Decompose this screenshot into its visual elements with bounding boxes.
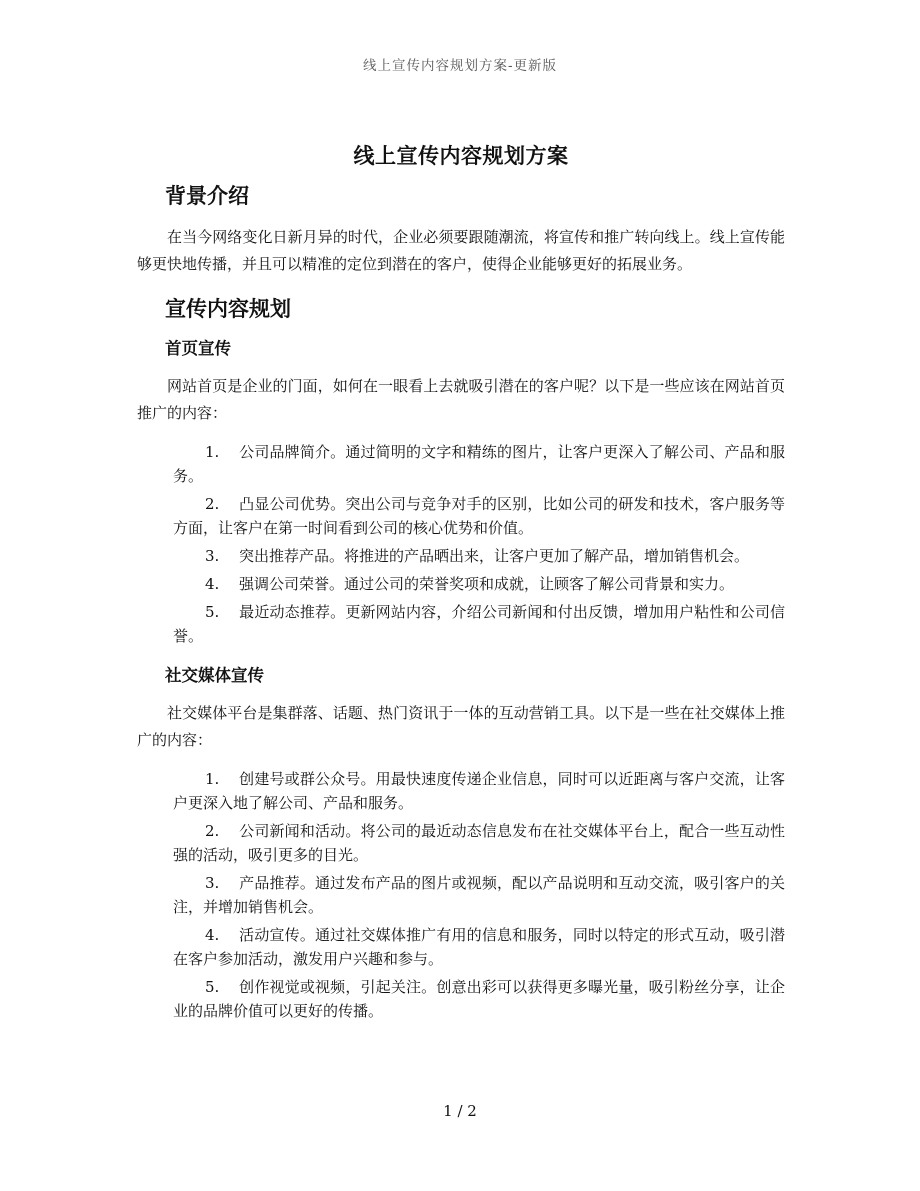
document-title: 线上宣传内容规划方案 [353,144,569,168]
list-item: 4. 活动宣传。通过社交媒体推广有用的信息和服务，同时以特定的形式互动，吸引潜在客户参加活动，激发用户兴趣和参与。 [173,926,785,968]
list-item: 2. 凸显公司优势。突出公司与竞争对手的区别，比如公司的研发和技术，客户服务等方面，让客户在第一时间看到公司的核心优势和价值。 [173,495,785,537]
list-item: 1. 创建号或群公众号。用最快速度传递企业信息，同时可以近距离与客户交流，让客户更深入地了解公司、产品和服务。 [173,770,785,812]
list-item: 3. 产品推荐。通过发布产品的图片或视频，配以产品说明和互动交流，吸引客户的关注，并增加销售机会。 [173,874,785,916]
list-item: 3. 突出推荐产品。将推进的产品晒出来，让客户更加了解产品，增加销售机会。 [205,547,750,565]
document-body [137,140,785,1039]
section-heading-background: 背景介绍 [165,184,249,208]
list-item: 4. 强调公司荣誉。通过公司的荣誉奖项和成就，让顾客了解公司背景和实力。 [205,575,735,593]
list-item: 5. 最近动态推荐。更新网站内容，介绍公司新闻和付出反馈，增加用户粘性和公司信誉。 [173,603,785,645]
background-paragraph: 在当今网络变化日新月异的时代，企业必须要跟随潮流，将宣传和推广转向线上。线上宣传能够更快地传播，并且可以精准的定位到潜在的客户，使得企业能够更好的拓展业务。 [137,228,785,273]
subsection-heading-homepage: 首页宣传 [165,339,231,358]
list-item: 2. 公司新闻和活动。将公司的最近动态信息发布在社交媒体平台上，配合一些互动性强的活动，吸引更多的目光。 [173,822,785,864]
subsection-heading-social-media: 社交媒体宣传 [165,666,264,685]
list-item: 1. 公司品牌简介。通过简明的文字和精练的图片，让客户更深入了解公司、产品和服务。 [173,443,785,485]
section-heading-content-plan: 宣传内容规划 [165,297,291,321]
social-media-intro: 社交媒体平台是集群落、话题、热门资讯于一体的互动营销工具。以下是一些在社交媒体上推广的内容： [137,704,785,749]
page-header: 线上宣传内容规划方案-更新版 [362,58,558,74]
homepage-list [137,440,785,648]
homepage-intro: 网站首页是企业的门面，如何在一眼看上去就吸引潜在的客户呢？以下是一些应该在网站首页推广的内容： [137,377,785,422]
list-item: 5. 创作视觉或视频，引起关注。创意出彩可以获得更多曝光量，吸引粉丝分享，让企业的品牌价值可以更好的传播。 [173,978,785,1020]
page-number: 1 / 2 [443,1102,477,1120]
social-media-list [137,767,785,1023]
